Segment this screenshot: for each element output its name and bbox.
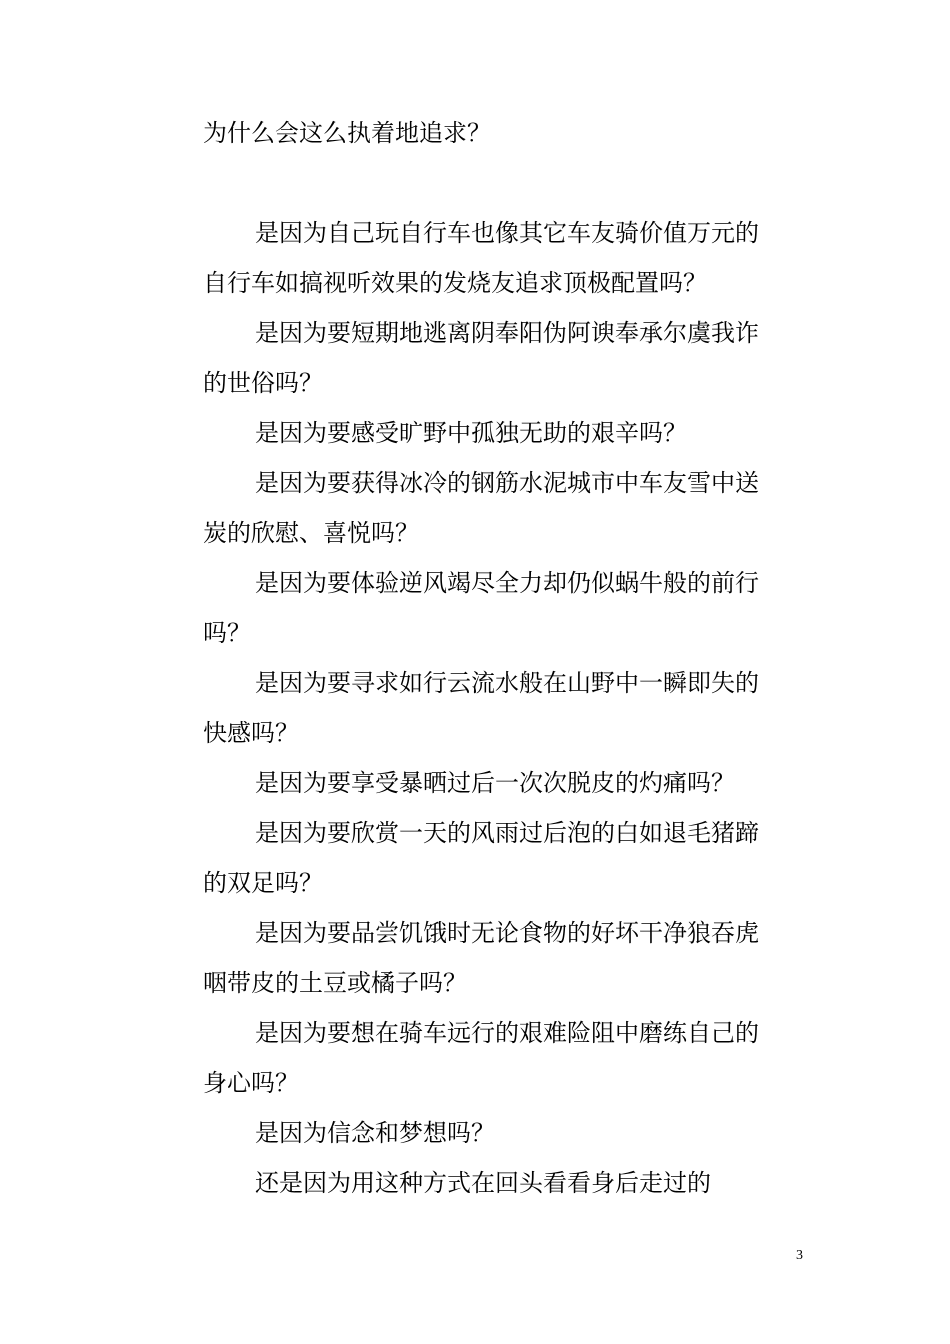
body-text (203, 108, 793, 1208)
text-line: 是因为自己玩自行车也像其它车友骑价值万元的 (255, 219, 759, 247)
page-number: 3 (796, 1248, 803, 1263)
text-line: 身心吗？ (203, 1069, 299, 1097)
text-line: 是因为要短期地逃离阴奉阳伪阿谀奉承尔虞我诈 (255, 319, 759, 347)
text-line: 是因为要享受暴晒过后一次次脱皮的灼痛吗？ (255, 769, 735, 797)
paragraph-gap (203, 158, 793, 208)
text-line: 吗？ (203, 619, 251, 647)
text-line: 炭的欣慰、喜悦吗？ (203, 519, 419, 547)
text-line: 是因为要体验逆风竭尽全力却仍似蜗牛般的前行 (255, 569, 759, 597)
text-line: 是因为信念和梦想吗？ (255, 1119, 495, 1147)
text-line: 是因为要获得冰冷的钢筋水泥城市中车友雪中送 (255, 469, 759, 497)
text-line: 是因为要欣赏一天的风雨过后泡的白如退毛猪蹄 (255, 819, 759, 847)
text-line: 自行车如搞视听效果的发烧友追求顶极配置吗？ (203, 269, 707, 297)
text-line: 快感吗？ (203, 719, 299, 747)
text-line: 还是因为用这种方式在回头看看身后走过的 (255, 1169, 711, 1197)
text-line: 是因为要感受旷野中孤独无助的艰辛吗？ (255, 419, 687, 447)
text-line: 是因为要寻求如行云流水般在山野中一瞬即失的 (255, 669, 759, 697)
text-line: 是因为要品尝饥饿时无论食物的好坏干净狼吞虎 (255, 919, 759, 947)
text-line: 是因为要想在骑车远行的艰难险阻中磨练自己的 (255, 1019, 759, 1047)
text-line: 的双足吗？ (203, 869, 323, 897)
text-line: 咽带皮的土豆或橘子吗？ (203, 969, 467, 997)
text-line: 的世俗吗？ (203, 369, 323, 397)
text-line: 为什么会这么执着地追求？ (203, 119, 491, 147)
